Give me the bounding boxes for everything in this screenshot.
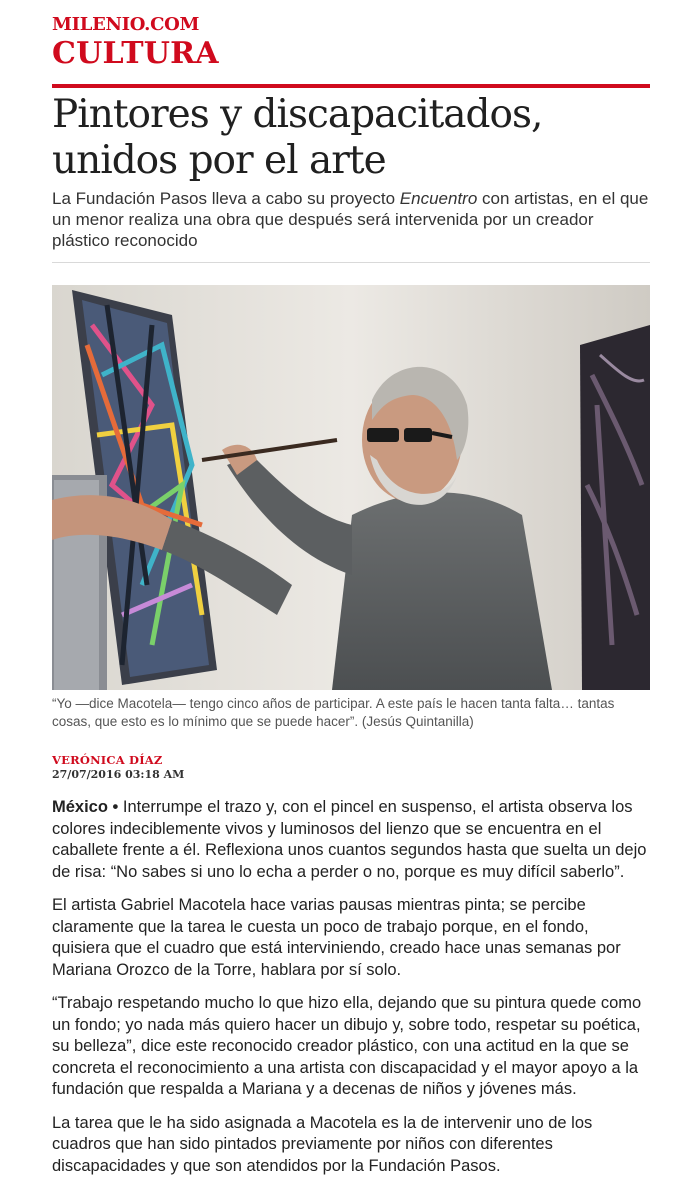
dek-separator: [52, 262, 650, 263]
article-headline: Pintores y discapacitados, unidos por el arte: [52, 92, 543, 183]
section-divider: [52, 84, 650, 88]
section-title[interactable]: CULTURA: [52, 36, 219, 71]
dek-text-end: con artistas, en el que un menor realiza una obra que después será intervenida por un creador plástico reconocido: [52, 189, 649, 250]
article-paragraph: El artista Gabriel Macotela hace varias pausas mientras pinta; se percibe claramente que la tarea le cuesta un poco de trabajo porque, en el fondo, quisiera que el cuadro que está interviniendo, creado hace unas semanas por Mariana Orozco de la Torre, hablara por sí solo.: [52, 896, 621, 979]
author-byline[interactable]: VERÓNICA DÍAZ: [52, 753, 163, 767]
painter-photo-icon: [52, 285, 650, 690]
dek-text-start: La Fundación Pasos lleva a cabo su proyecto: [52, 189, 400, 208]
article-paragraph: La tarea que le ha sido asignada a Macotela es la de intervenir uno de los cuadros que han sido pintados previamente por niños con diferentes discapacidades y que son atendidos por la Fundación Pasos.: [52, 1113, 593, 1175]
publish-date: 27/07/2016 03:18 AM: [52, 768, 185, 781]
article-body: [52, 797, 650, 1189]
dateline-location: México •: [52, 798, 119, 816]
photo-caption: “Yo —dice Macotela— tengo cinco años de participar. A este país le hacen tanta falta… tantas cosas, que esto es lo mínimo que se puede hacer”. (Jesús Quintanilla): [52, 696, 615, 729]
article-paragraph: “Trabajo respetando mucho lo que hizo ella, dejando que su pintura quede como un fondo; yo nada más quiero hacer un dibujo y, sobre todo, respetar su poética, su belleza”, dice este reconocido creador plástico, con una actitud en la que se concreta el reconocimiento a una artista con discapacidad y el mayor apoyo a la fundación que respalda a Mariana y a decenas de niños y jóvenes más.: [52, 994, 642, 1098]
site-logo[interactable]: MILENIO.COM: [52, 14, 200, 35]
dek-project-name: Encuentro: [399, 189, 478, 208]
article-paragraph: [52, 797, 650, 883]
paragraph-text: Interrumpe el trazo y, con el pincel en suspenso, el artista observa los colores indeciblemente vivos y luminosos del lienzo que se encuentra en el caballete frente a él. Reflexiona unos cuantos segundos hasta que suelta un dejo de risa: “No sabes si uno lo echa a perder o no, porque es muy difícil saberlo”.: [52, 798, 647, 881]
article-dek: [52, 188, 650, 251]
